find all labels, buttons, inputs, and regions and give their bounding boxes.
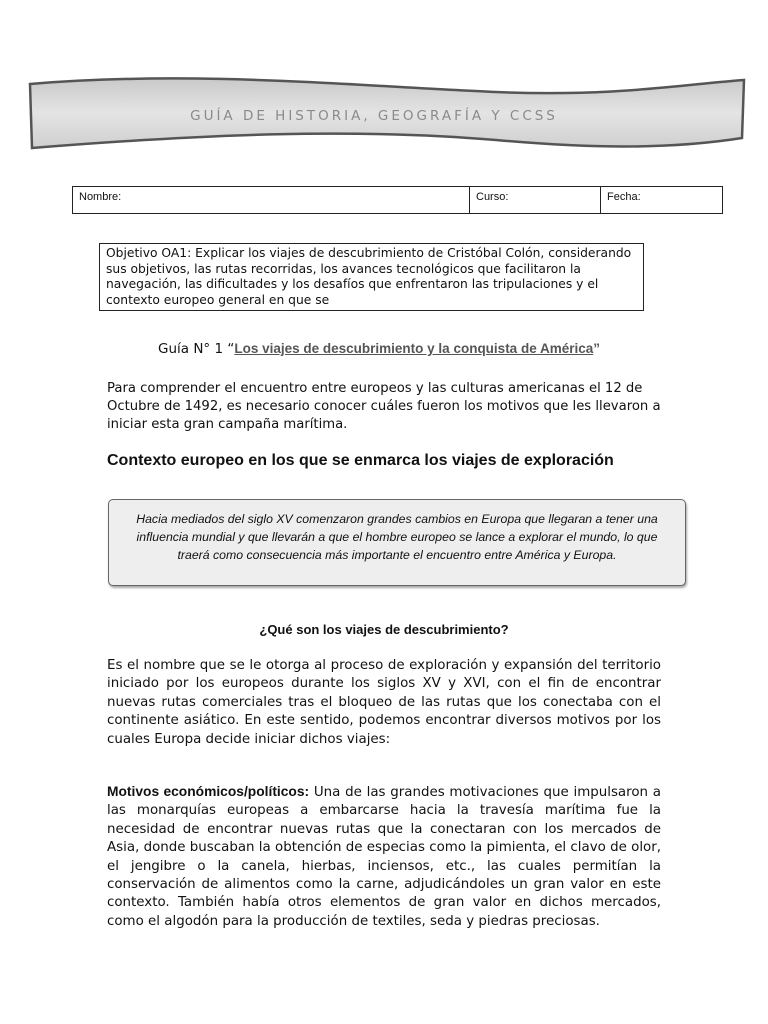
- motives-paragraph: [107, 783, 661, 931]
- curso-field[interactable]: [470, 187, 601, 213]
- context-callout: Hacia mediados del siglo XV comenzaron grandes cambios en Europa que llegaran a tener una influencia mundial y que llevarán a que el hombre europeo se lance a explorar el mundo, lo que traerá como consecuencia más importante el encuentro entre América y Europa.: [108, 499, 686, 586]
- student-info-table: [72, 186, 723, 214]
- guide-suffix: ”: [593, 341, 600, 356]
- banner-title: GUÍA DE HISTORIA, GEOGRAFÍA Y CCSS: [190, 108, 558, 124]
- intro-paragraph: Para comprender el encuentro entre europeos y las culturas americanas el 12 de Octubre de 1492, es necesario conocer cuáles fueron los motivos que les llevaron a iniciar esta gran campaña marítima.: [107, 381, 661, 432]
- section-heading: Contexto europeo en los que se enmarca los viajes de exploración: [107, 452, 614, 469]
- guide-title-text: Los viajes de descubrimiento y la conquista de América: [234, 341, 594, 356]
- definition-paragraph: Es el nombre que se le otorga al proceso de exploración y expansión del territorio iniciado por los europeos durante los siglos XV y XVI, con el fin de encontrar nuevas rutas comerciales tras el bloqueo de las rutas que los conectaba con el continente asiático. En este sentido, podemos encontrar diversos motivos por los cuales Europa decide iniciar dichos viajes:: [107, 658, 661, 747]
- motives-body: Una de las grandes motivaciones que impulsaron a las monarquías europeas a embarcarse hacia la travesía marítima fue la necesidad de encontrar nuevas rutas que la conectaran con los mercados de Asia, donde buscaban la obtención de especias como la pimienta, el clavo de olor, el jengibre o la canela, hierbas, inciensos, etc., las cuales permitían la conservación de alimentos como la carne, adjudicándoles un gran valor en este contexto. También había otros elementos de gran valor en dichos mercados, como el algodón para la producción de textiles, seda y piedras preciosas.: [107, 785, 661, 929]
- curso-label: Curso:: [476, 191, 509, 203]
- guide-prefix: Guía N° 1 “: [158, 341, 235, 357]
- nombre-label: Nombre:: [79, 191, 122, 203]
- nombre-field[interactable]: [73, 187, 470, 213]
- motives-lead: Motivos económicos/políticos:: [107, 784, 310, 799]
- fecha-field[interactable]: [601, 187, 722, 213]
- fecha-label: Fecha:: [607, 191, 641, 203]
- objective-box: Objetivo OA1: Explicar los viajes de descubrimiento de Cristóbal Colón, considerando sus objetivos, las rutas recorridas, los avances tecnológicos que facilitaron la navegación, las dificultades y los desafíos que enfrentaron las tripulaciones y el contexto europeo general en que se: [99, 243, 644, 311]
- guide-title: [158, 341, 600, 357]
- question-heading: ¿Qué son los viajes de descubrimiento?: [259, 622, 509, 637]
